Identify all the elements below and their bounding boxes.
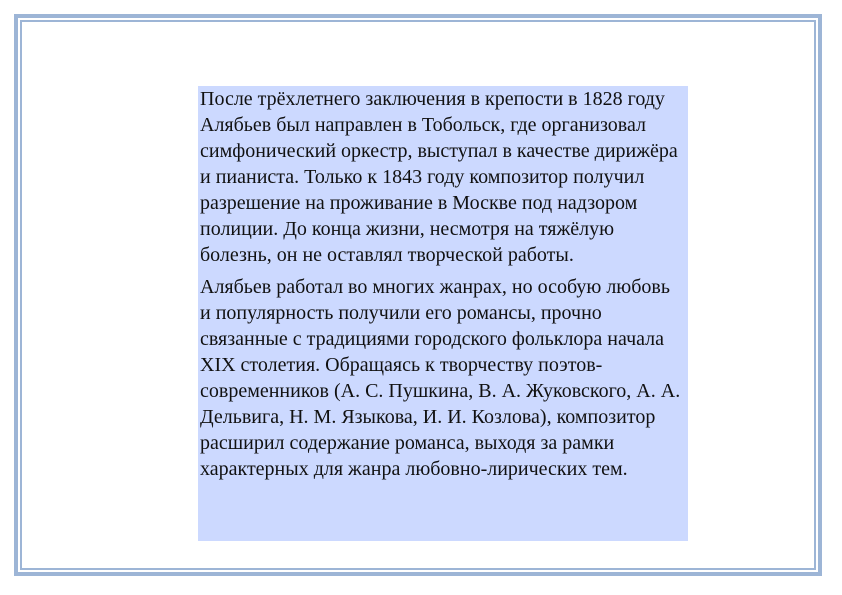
- text-block: [198, 86, 688, 541]
- paragraph-biography: После трёхлетнего заключения в крепости в 1828 году Алябьев был направлен в Тобольск, где организовал симфонический оркестр, выступал в качестве дирижёра и пианиста. Только к 1843 году композитор получил разрешение на проживание в Москве под надзором полиции. До конца жизни, несмотря на тяжёлую болезнь, он не оставлял творческой работы.: [200, 88, 678, 266]
- paragraph-romances: Алябьев работал во многих жанрах, но особую любовь и популярность получили его романсы, прочно связанные с традициями городского фольклора начала XIX столетия. Обращаясь к творчеству поэтов-современников (А. С. Пушкина, В. А. Жуковского, А. А. Дельвига, Н. М. Языкова, И. И. Козлова), композитор расширил содержание романса, выходя за рамки характерных для жанра любовно-лирических тем.: [200, 276, 681, 480]
